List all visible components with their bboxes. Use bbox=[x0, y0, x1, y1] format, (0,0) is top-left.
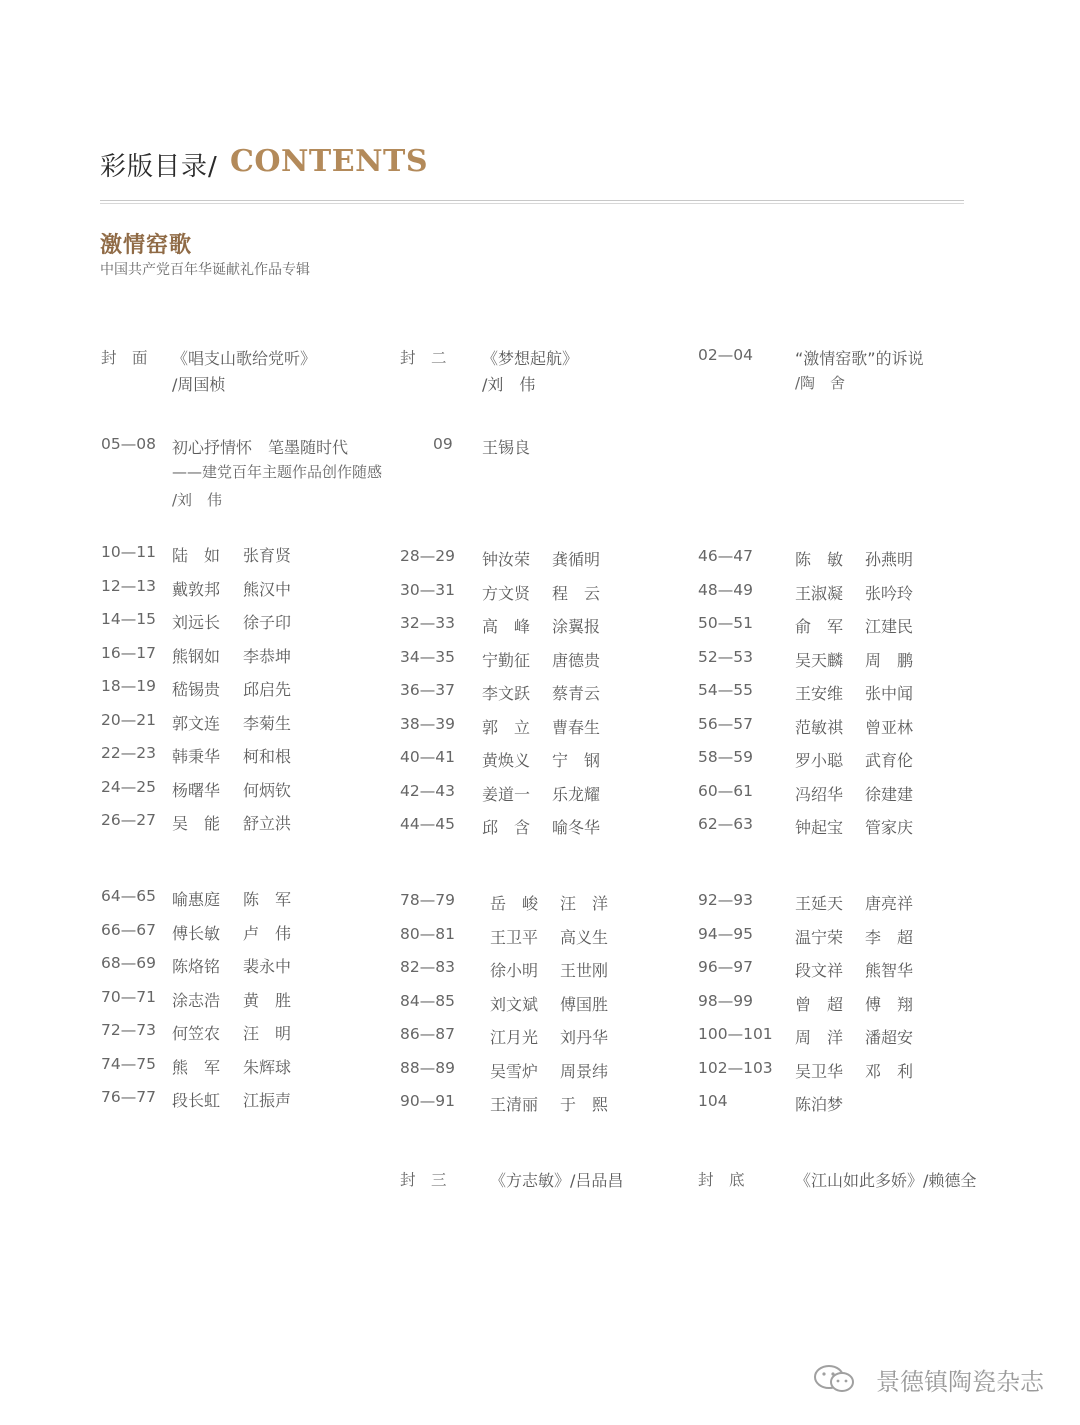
artist-name: 方文贤 bbox=[482, 583, 531, 603]
artist-name: 刘远长 bbox=[172, 613, 221, 632]
artist-name: 高义生 bbox=[560, 927, 609, 947]
artist-name: 岳 峻 bbox=[490, 894, 539, 913]
toc-page: 92—93 bbox=[698, 891, 753, 909]
toc-page: 40—41 bbox=[400, 748, 455, 766]
artist-name: 王卫平 bbox=[490, 927, 539, 947]
artist-name: 陈泊梦 bbox=[795, 1095, 844, 1114]
toc-page: 50—51 bbox=[698, 614, 753, 632]
artist-name: 涂翼报 bbox=[552, 617, 601, 636]
toc-page: 18—19 bbox=[101, 677, 156, 695]
contents-title-cn: 彩版目录/ bbox=[100, 152, 218, 182]
artist-name: 李菊生 bbox=[243, 713, 292, 733]
toc-page: 88—89 bbox=[400, 1058, 455, 1077]
artist-name: 刘丹华 bbox=[560, 1028, 609, 1047]
toc-title: 《江山如此多娇》/赖德全 bbox=[795, 1171, 977, 1190]
wechat-icon bbox=[812, 1364, 858, 1394]
artist-name: 范敏祺 bbox=[795, 717, 844, 737]
artist-name: 汪 洋 bbox=[560, 894, 609, 913]
artist-name: 傅 翔 bbox=[865, 994, 914, 1014]
toc-page: 16—17 bbox=[101, 643, 156, 662]
artist-name: 武育伦 bbox=[865, 751, 914, 770]
artist-name: 嵇锡贵 bbox=[172, 680, 221, 699]
artist-name: 周 鹏 bbox=[865, 650, 914, 670]
toc-page: 34—35 bbox=[400, 647, 455, 666]
artist-name: 段长虹 bbox=[172, 1091, 221, 1110]
artist-name: 陆 如 bbox=[172, 546, 221, 565]
artist-name: 张中闻 bbox=[865, 684, 914, 703]
section-title: 激情窑歌 bbox=[100, 233, 193, 258]
watermark-text: 景德镇陶瓷杂志 bbox=[876, 1368, 1044, 1396]
artist-name: 吴卫华 bbox=[795, 1061, 844, 1081]
artist-name: 熊 军 bbox=[172, 1057, 221, 1077]
artist-name: 宁勤征 bbox=[482, 650, 531, 670]
toc-page: 42—43 bbox=[400, 781, 455, 800]
toc-page: 38—39 bbox=[400, 714, 455, 733]
artist-name: 唐亮祥 bbox=[865, 894, 914, 913]
toc-subtitle: ——建党百年主题作品创作随感 bbox=[172, 463, 383, 481]
artist-name: 卢 伟 bbox=[243, 923, 292, 943]
artist-name: 熊智华 bbox=[865, 961, 914, 980]
artist-name: 曹春生 bbox=[552, 717, 601, 737]
toc-page: 102—103 bbox=[698, 1058, 773, 1077]
toc-page: 72—73 bbox=[101, 1021, 156, 1039]
toc-page: 12—13 bbox=[101, 576, 156, 595]
artist-name: 韩秉华 bbox=[172, 747, 221, 766]
artist-name: 曾亚林 bbox=[865, 717, 914, 737]
artist-name: 钟汝荣 bbox=[482, 550, 531, 569]
artist-name: 陈 军 bbox=[243, 890, 292, 909]
artist-name: 邓 利 bbox=[865, 1061, 914, 1081]
toc-page: 24—25 bbox=[101, 777, 156, 796]
toc-page: 封 三 bbox=[400, 1171, 447, 1189]
toc-page: 74—75 bbox=[101, 1054, 156, 1073]
artist-name: 曾 超 bbox=[795, 994, 844, 1014]
artist-name: 喻惠庭 bbox=[172, 890, 221, 909]
toc-page: 94—95 bbox=[698, 924, 753, 943]
artist-name: 温宁荣 bbox=[795, 927, 844, 947]
artist-name: 张吟玲 bbox=[865, 583, 914, 603]
artist-name: 傅长敏 bbox=[172, 923, 221, 943]
toc-page: 80—81 bbox=[400, 924, 455, 943]
artist-name: 宁 钢 bbox=[552, 751, 601, 770]
toc-page: 封 面 bbox=[101, 349, 148, 367]
artist-name: 黄焕义 bbox=[482, 751, 531, 770]
toc-page: 70—71 bbox=[101, 987, 156, 1006]
toc-page: 20—21 bbox=[101, 710, 156, 729]
artist-name: 陈 敏 bbox=[795, 550, 844, 569]
artist-name: 郭文连 bbox=[172, 713, 221, 733]
artist-name: 王清丽 bbox=[490, 1095, 539, 1114]
artist-name: 熊钢如 bbox=[172, 646, 221, 666]
artist-name: 罗小聪 bbox=[795, 751, 844, 770]
toc-page: 54—55 bbox=[698, 681, 753, 699]
artist-name: 孙燕明 bbox=[865, 550, 914, 569]
artist-name: 徐子印 bbox=[243, 613, 292, 632]
artist-name: 江振声 bbox=[243, 1091, 292, 1110]
toc-page: 56—57 bbox=[698, 714, 753, 733]
toc-page: 30—31 bbox=[400, 580, 455, 599]
artist-name: 高 峰 bbox=[482, 617, 531, 636]
toc-page: 64—65 bbox=[101, 887, 156, 905]
artist-name: 朱辉球 bbox=[243, 1057, 292, 1077]
toc-page: 36—37 bbox=[400, 681, 455, 699]
artist-name: 王延天 bbox=[795, 894, 844, 913]
artist-name: 江建民 bbox=[865, 617, 914, 636]
artist-name: 熊汉中 bbox=[243, 579, 292, 599]
artist-name: 李恭坤 bbox=[243, 646, 292, 666]
toc-page: 46—47 bbox=[698, 547, 753, 565]
toc-page: 78—79 bbox=[400, 891, 455, 909]
artist-name: 钟起宝 bbox=[795, 818, 844, 837]
section-subtitle: 中国共产党百年华诞献礼作品专辑 bbox=[100, 262, 310, 278]
artist-name: 黄 胜 bbox=[243, 990, 292, 1010]
toc-page: 02—04 bbox=[698, 346, 753, 364]
toc-page: 封 二 bbox=[400, 349, 447, 367]
artist-name: 刘文斌 bbox=[490, 994, 539, 1014]
artist-name: 俞 军 bbox=[795, 617, 844, 636]
artist-name: 王世刚 bbox=[560, 961, 609, 980]
toc-author: /陶 舍 bbox=[795, 374, 846, 392]
toc-page: 26—27 bbox=[101, 811, 156, 829]
artist-name: 乐龙耀 bbox=[552, 784, 601, 804]
toc-author: /周国桢 bbox=[172, 375, 226, 394]
artist-name: 吴 能 bbox=[172, 814, 221, 833]
toc-author: /刘 伟 bbox=[172, 491, 223, 509]
artist-name: 蔡青云 bbox=[552, 684, 601, 703]
toc-page: 96—97 bbox=[698, 958, 753, 976]
artist-name: 邱启先 bbox=[243, 680, 292, 699]
toc-page: 44—45 bbox=[400, 815, 455, 833]
toc-title: 《梦想起航》 bbox=[482, 349, 579, 368]
toc-page: 62—63 bbox=[698, 815, 753, 833]
artist-name: 徐小明 bbox=[490, 961, 539, 980]
artist-name: 李文跃 bbox=[482, 684, 531, 703]
artist-name: 周 洋 bbox=[795, 1028, 844, 1047]
toc-page: 14—15 bbox=[101, 610, 156, 628]
contents-title-en: CONTENTS bbox=[230, 144, 429, 179]
toc-page: 82—83 bbox=[400, 958, 455, 976]
artist-name: 张育贤 bbox=[243, 546, 292, 565]
divider bbox=[100, 203, 964, 204]
artist-name: 邱 含 bbox=[482, 818, 531, 837]
divider bbox=[100, 200, 964, 201]
toc-page: 32—33 bbox=[400, 614, 455, 632]
artist-name: 柯和根 bbox=[243, 747, 292, 766]
artist-name: 潘超安 bbox=[865, 1028, 914, 1047]
toc-page: 05—08 bbox=[101, 435, 156, 453]
artist-name: 姜道一 bbox=[482, 784, 531, 804]
artist-name: 吴雪炉 bbox=[490, 1061, 539, 1081]
toc-page: 84—85 bbox=[400, 991, 455, 1010]
artist-name: 王淑凝 bbox=[795, 583, 844, 603]
artist-name: 段文祥 bbox=[795, 961, 844, 980]
artist-name: 戴敦邦 bbox=[172, 579, 221, 599]
artist-name: 李 超 bbox=[865, 927, 914, 947]
toc-page: 76—77 bbox=[101, 1088, 156, 1106]
artist-name: 喻冬华 bbox=[552, 818, 601, 837]
toc-title: 初心抒情怀 笔墨随时代 bbox=[172, 438, 349, 457]
artist-name: 何笠农 bbox=[172, 1024, 221, 1043]
toc-page: 66—67 bbox=[101, 920, 156, 939]
artist-name: 周景纬 bbox=[560, 1061, 609, 1081]
toc-author: /刘 伟 bbox=[482, 375, 536, 394]
artist-name: 于 熙 bbox=[560, 1095, 609, 1114]
toc-page: 104 bbox=[698, 1092, 728, 1110]
toc-title: 王锡良 bbox=[482, 438, 531, 457]
artist-name: 龚循明 bbox=[552, 550, 601, 569]
artist-name: 唐德贵 bbox=[552, 650, 601, 670]
toc-page: 52—53 bbox=[698, 647, 753, 666]
artist-name: 舒立洪 bbox=[243, 814, 292, 833]
artist-name: 裴永中 bbox=[243, 957, 292, 976]
artist-name: 程 云 bbox=[552, 583, 601, 603]
toc-page: 68—69 bbox=[101, 954, 156, 972]
artist-name: 王安维 bbox=[795, 684, 844, 703]
toc-page: 60—61 bbox=[698, 781, 753, 800]
toc-page: 22—23 bbox=[101, 744, 156, 762]
toc-page: 10—11 bbox=[101, 543, 156, 561]
toc-page: 90—91 bbox=[400, 1092, 455, 1110]
toc-page: 86—87 bbox=[400, 1025, 455, 1043]
artist-name: 何炳钦 bbox=[243, 780, 292, 800]
toc-page: 48—49 bbox=[698, 580, 753, 599]
toc-page: 58—59 bbox=[698, 748, 753, 766]
toc-page: 28—29 bbox=[400, 547, 455, 565]
artist-name: 陈烙铭 bbox=[172, 957, 221, 976]
toc-page: 100—101 bbox=[698, 1025, 773, 1043]
artist-name: 冯绍华 bbox=[795, 784, 844, 804]
toc-title: “激情窑歌”的诉说 bbox=[795, 349, 924, 368]
toc-page: 98—99 bbox=[698, 991, 753, 1010]
artist-name: 杨曙华 bbox=[172, 780, 221, 800]
toc-page: 09 bbox=[433, 435, 453, 453]
artist-name: 管家庆 bbox=[865, 818, 914, 837]
artist-name: 汪 明 bbox=[243, 1024, 292, 1043]
artist-name: 徐建建 bbox=[865, 784, 914, 804]
toc-title: 《唱支山歌给党听》 bbox=[172, 349, 317, 368]
toc-page: 封 底 bbox=[698, 1171, 745, 1189]
toc-title: 《方志敏》/吕品昌 bbox=[490, 1171, 624, 1190]
artist-name: 江月光 bbox=[490, 1028, 539, 1047]
artist-name: 郭 立 bbox=[482, 717, 531, 737]
artist-name: 傅国胜 bbox=[560, 994, 609, 1014]
artist-name: 吴天麟 bbox=[795, 650, 844, 670]
artist-name: 涂志浩 bbox=[172, 990, 221, 1010]
